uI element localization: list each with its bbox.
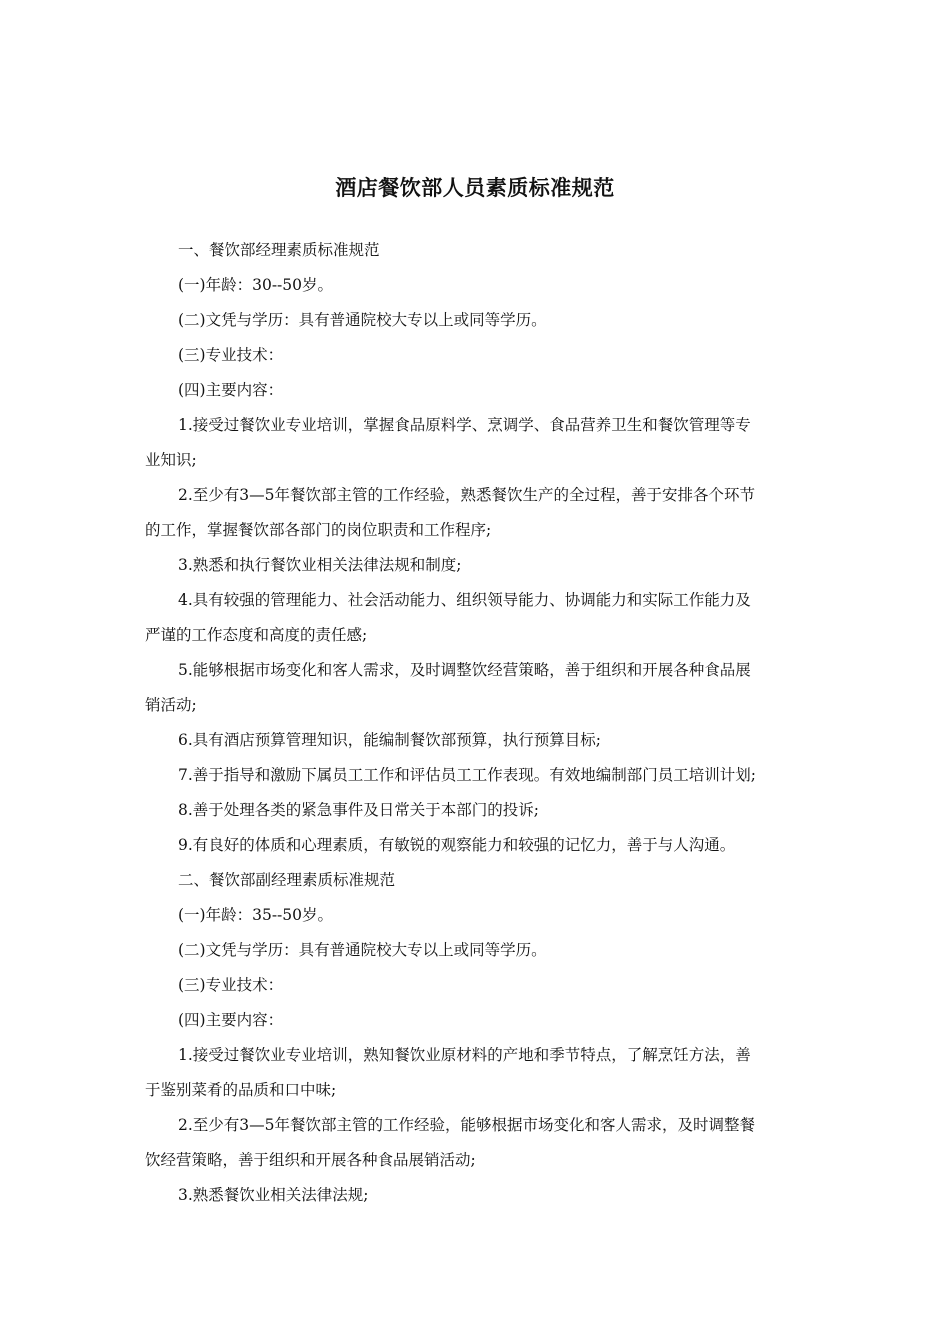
- text-line: 5.能够根据市场变化和客人需求，及时调整饮经营策略，善于组织和开展各种食品展: [178, 661, 751, 679]
- text-line: 一、餐饮部经理素质标准规范: [178, 241, 380, 259]
- text-line: 4.具有较强的管理能力、社会活动能力、组织领导能力、协调能力和实际工作能力及: [178, 591, 751, 609]
- text-line: 的工作，掌握餐饮部各部门的岗位职责和工作程序;: [145, 521, 492, 539]
- text-line: 1.接受过餐饮业专业培训，掌握食品原料学、烹调学、食品营养卫生和餐饮管理等专: [178, 416, 751, 434]
- text-line: 2.至少有3—5年餐饮部主管的工作经验，能够根据市场变化和客人需求，及时调整餐: [178, 1116, 756, 1134]
- document-body: [145, 233, 808, 1213]
- text-line: 3.熟悉餐饮业相关法律法规;: [178, 1186, 369, 1204]
- text-line: 于鉴别菜肴的品质和口中味;: [145, 1081, 337, 1099]
- text-line: 3.熟悉和执行餐饮业相关法律法规和制度;: [178, 556, 462, 574]
- text-line: 7.善于指导和激励下属员工工作和评估员工工作表现。有效地编制部门员工培训计划;: [178, 766, 757, 784]
- text-line: 2.至少有3—5年餐饮部主管的工作经验，熟悉餐饮生产的全过程，善于安排各个环节: [178, 486, 756, 504]
- text-line: 业知识;: [145, 451, 197, 469]
- text-line: 1.接受过餐饮业专业培训，熟知餐饮业原材料的产地和季节特点，了解烹饪方法，善: [178, 1046, 751, 1064]
- text-line: 6.具有酒店预算管理知识，能编制餐饮部预算，执行预算目标;: [178, 731, 602, 749]
- text-line: 8.善于处理各类的紧急事件及日常关于本部门的投诉;: [178, 801, 540, 819]
- text-line: (二)文凭与学历：具有普通院校大专以上或同等学历。: [178, 941, 547, 959]
- text-line: 二、餐饮部副经理素质标准规范: [178, 871, 396, 889]
- page-title: 酒店餐饮部人员素质标准规范: [335, 176, 615, 200]
- text-line: (三)专业技术：: [178, 976, 284, 994]
- text-line: 9.有良好的体质和心理素质，有敏锐的观察能力和较强的记忆力，善于与人沟通。: [178, 836, 736, 854]
- text-line: (三)专业技术：: [178, 346, 284, 364]
- text-line: 饮经营策略，善于组织和开展各种食品展销活动;: [145, 1151, 476, 1169]
- text-line: (一)年龄：35--50岁。: [178, 906, 334, 924]
- text-line: (四)主要内容：: [178, 381, 284, 399]
- text-line: (一)年龄：30--50岁。: [178, 276, 334, 294]
- text-line: (四)主要内容：: [178, 1011, 284, 1029]
- text-line: 销活动;: [145, 696, 197, 714]
- text-line: 严谨的工作态度和高度的责任感;: [145, 626, 368, 644]
- text-line: (二)文凭与学历：具有普通院校大专以上或同等学历。: [178, 311, 547, 329]
